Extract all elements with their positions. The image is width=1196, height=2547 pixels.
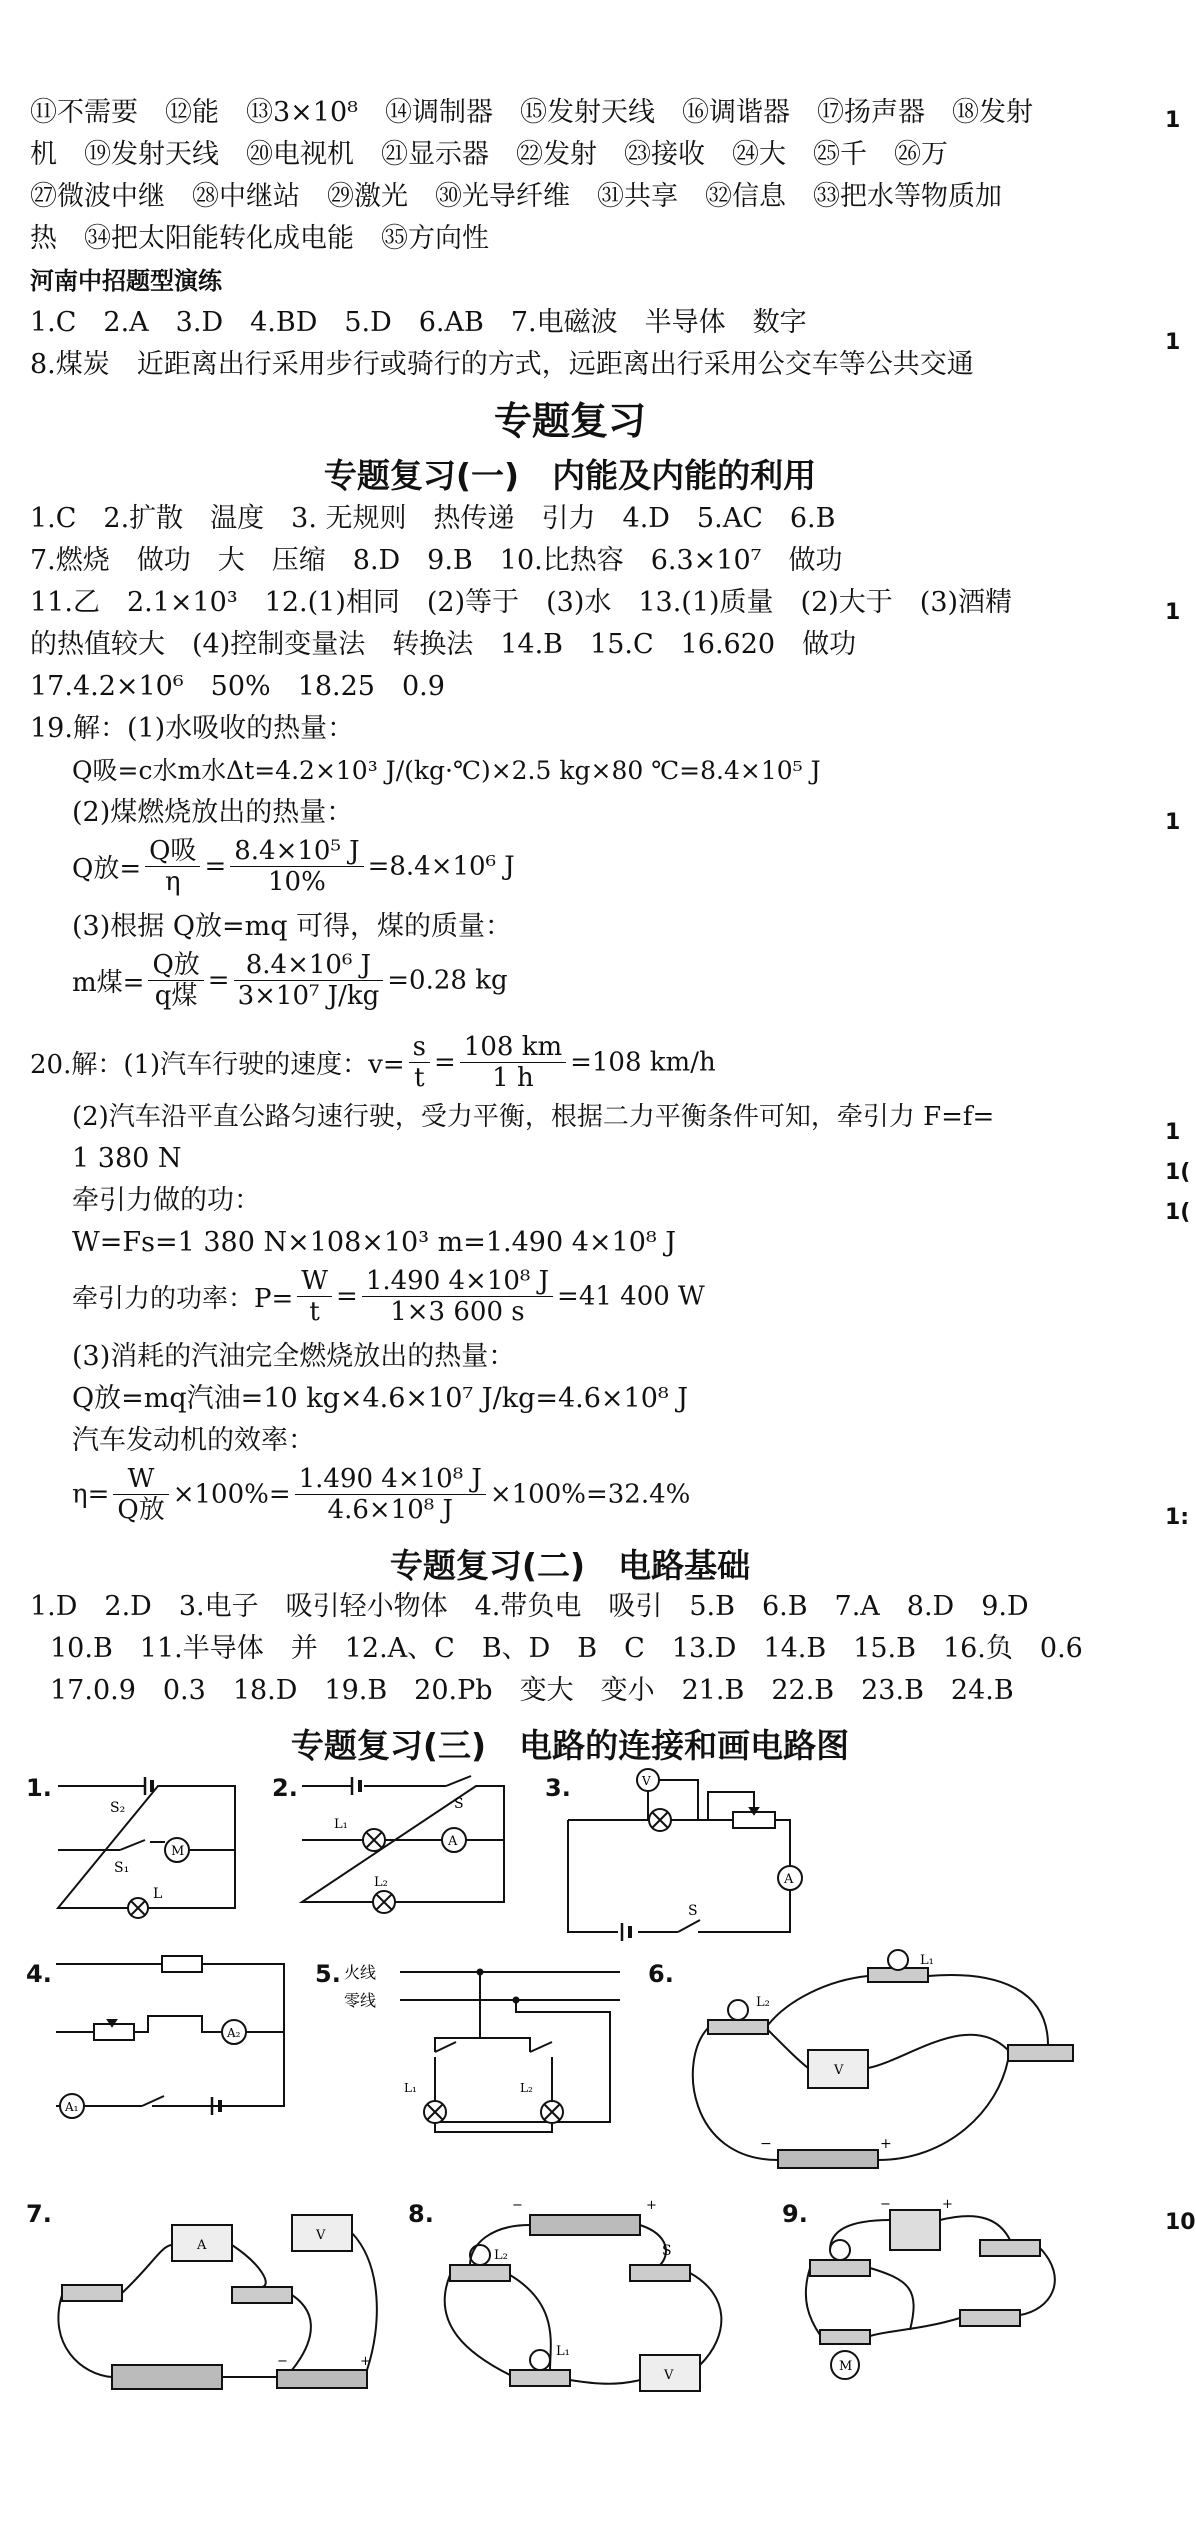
label-motor: M xyxy=(171,1844,185,1859)
answer-line: 机 ⑲发射天线 ⑳电视机 ㉑显示器 ㉒发射 ㉓接收 ㉔大 ㉕千 ㉖万 xyxy=(30,139,948,170)
label-l2: L₂ xyxy=(374,1875,388,1890)
figure-number: 5. xyxy=(315,1960,341,1988)
q19-line: 19.解：(1)水吸收的热量： xyxy=(30,713,355,744)
edge-mark: 1( xyxy=(1165,1160,1191,1185)
q20-formula-1: 20.解：(1)汽车行驶的速度：v= $\frac{s}{t}$ = $\frac{108 km}{1 h}$ =108 km/h xyxy=(30,1032,716,1093)
answer-line: 1.C 2.扩散 温度 3. 无规则 热传递 引力 4.D 5.AC 6.B xyxy=(30,503,836,534)
edge-mark: 1 xyxy=(1165,810,1181,835)
q20-line: W=Fs=1 380 N×108×10³ m=1.490 4×10⁸ J xyxy=(72,1227,677,1258)
edge-mark: 1( xyxy=(1165,1200,1191,1225)
section-title-review3: 专题复习(三) 电路的连接和画电路图 xyxy=(290,1726,850,1765)
circuit-diagram-3 xyxy=(568,1770,808,1940)
answer-line: 17.0.9 0.3 18.D 19.B 20.Pb 变大 变小 21.B 22.B 23.B 24.B xyxy=(50,1675,1014,1706)
q20-line: 1 380 N xyxy=(72,1143,182,1174)
label-l2: L₂ xyxy=(494,2248,508,2263)
label-a2: A₂ xyxy=(227,2026,241,2040)
q19-line: (3)根据 Q放=mq 可得，煤的质量： xyxy=(72,911,513,942)
label-ammeter: A xyxy=(784,1872,794,1887)
circuit-diagram-4 xyxy=(52,1960,292,2120)
figure-number: 6. xyxy=(648,1960,674,1988)
label-s2: S₂ xyxy=(110,1800,126,1816)
label-ammeter: A xyxy=(197,2238,207,2253)
label-live-wire: 火线 xyxy=(344,1963,377,1982)
figure-number: 8. xyxy=(408,2200,434,2228)
circuit-picture-7 xyxy=(52,2205,402,2405)
section-heading-henan: 河南中招题型演练 xyxy=(30,267,222,295)
edge-mark: 10 xyxy=(1165,2210,1196,2235)
label-plus: + xyxy=(646,2198,657,2213)
figure-number: 7. xyxy=(26,2200,52,2228)
label-voltmeter: V xyxy=(642,1774,651,1788)
label-switch: S xyxy=(688,1903,698,1919)
label-plus: + xyxy=(880,2136,892,2152)
label-a1: A₁ xyxy=(65,2100,79,2114)
figure-number: 2. xyxy=(272,1774,298,1802)
circuit-diagram-2 xyxy=(296,1780,516,1930)
label-plus: + xyxy=(942,2197,953,2212)
label-l1: L₁ xyxy=(404,2081,417,2095)
label-lamp: L xyxy=(153,1886,163,1902)
label-switch: S xyxy=(454,1796,464,1812)
label-ammeter: A xyxy=(448,1834,458,1849)
page-title: 专题复习 xyxy=(493,399,646,443)
answer-line: 17.4.2×10⁶ 50% 18.25 0.9 xyxy=(30,671,445,702)
q19-line: Q吸=c水m水Δt=4.2×10³ J/(kg·℃)×2.5 kg×80 ℃=8.4×10⁵ J xyxy=(72,756,821,785)
q20-line: (3)消耗的汽油完全燃烧放出的热量： xyxy=(72,1341,516,1372)
label-l2: L₂ xyxy=(520,2081,533,2095)
answer-line: 热 ㉞把太阳能转化成电能 ㉟方向性 xyxy=(30,223,489,254)
label-l1: L₁ xyxy=(334,1817,348,1832)
answer-line: 10.B 11.半导体 并 12.A、C B、D B C 13.D 14.B 15.B 16.负 0.6 xyxy=(50,1633,1083,1664)
answer-line: 1.C 2.A 3.D 4.BD 5.D 6.AB 7.电磁波 半导体 数字 xyxy=(30,307,807,338)
label-minus: − xyxy=(277,2354,288,2369)
section-title-review2: 专题复习(二) 电路基础 xyxy=(389,1546,751,1585)
label-minus: − xyxy=(760,2136,772,2152)
q20-line: 汽车发动机的效率： xyxy=(72,1425,315,1456)
label-voltmeter: V xyxy=(664,2368,674,2383)
circuit-picture-6 xyxy=(668,1950,1108,2190)
label-switch: S xyxy=(662,2243,672,2259)
q20-line: 牵引力做的功： xyxy=(72,1185,261,1216)
figure-number: 4. xyxy=(26,1960,52,1988)
q19-formula-2: m煤= $\frac{\text{Q放}}{\text{q煤}}$ = $\frac{\text{8.4×10⁶ J}}{\text{3×10⁷ J/kg}}$ =0.28 kg xyxy=(72,950,508,1011)
label-voltmeter: V xyxy=(834,2063,844,2078)
q20-line: (2)汽车沿平直公路匀速行驶，受力平衡，根据二力平衡条件可知，牵引力 F=f= xyxy=(72,1102,995,1132)
q20-line: Q放=mq汽油=10 kg×4.6×10⁷ J/kg=4.6×10⁸ J xyxy=(72,1383,689,1414)
circuit-picture-8 xyxy=(430,2195,780,2415)
q19-line: (2)煤燃烧放出的热量： xyxy=(72,797,354,828)
q20-formula-2: 牵引力的功率：P= $\frac{W}{t}$ = $\frac{\text{1.490 4×10⁸ J}}{1\times 3 600 s}$ =41 400 W xyxy=(72,1266,705,1327)
answer-line: ⑪不需要 ⑫能 ⑬3×10⁸ ⑭调制器 ⑮发射天线 ⑯调谐器 ⑰扬声器 ⑱发射 xyxy=(30,97,1033,128)
figure-number: 9. xyxy=(782,2200,808,2228)
edge-mark: 1: xyxy=(1165,1505,1190,1530)
label-l1: L₁ xyxy=(556,2344,570,2359)
label-l1: L₁ xyxy=(920,1953,934,1968)
q19-formula-1: Q放= $\frac{\text{Q吸}}{\eta}$ = $\frac{\text{8.4×10⁵ J}}{10\%}$ =8.4×10⁶ J xyxy=(72,836,515,897)
label-minus: − xyxy=(880,2197,891,2212)
edge-mark: 1 xyxy=(1165,108,1181,133)
figure-number: 3. xyxy=(545,1774,571,1802)
answer-line: 的热值较大 (4)控制变量法 转换法 14.B 15.C 16.620 做功 xyxy=(30,629,857,660)
label-plus: + xyxy=(360,2354,371,2369)
answer-line: 7.燃烧 做功 大 压缩 8.D 9.B 10.比热容 6.3×10⁷ 做功 xyxy=(30,545,843,576)
label-s1: S₁ xyxy=(114,1860,130,1876)
circuit-picture-9 xyxy=(800,2197,1130,2420)
q20-formula-3: η= $\frac{W}{\text{Q放}}$ ×100%= $\frac{\text{1.490 4×10⁸ J}}{\text{4.6×10⁸ J}}$ ×100%=32.4% xyxy=(72,1464,691,1525)
answer-line: 11.乙 2.1×10³ 12.(1)相同 (2)等于 (3)水 13.(1)质量 (2)大于 (3)酒精 xyxy=(30,587,1013,618)
section-title-review1: 专题复习(一) 内能及内能的利用 xyxy=(323,456,817,495)
figure-number: 1. xyxy=(26,1774,52,1802)
edge-mark: 1 xyxy=(1165,330,1181,355)
answer-line: 1.D 2.D 3.电子 吸引轻小物体 4.带负电 吸引 5.B 6.B 7.A 8.D 9.D xyxy=(30,1591,1029,1622)
edge-mark: 1 xyxy=(1165,600,1181,625)
edge-mark: 1 xyxy=(1165,1120,1181,1145)
circuit-diagram-1 xyxy=(50,1780,250,1930)
label-l2: L₂ xyxy=(756,1995,770,2010)
label-voltmeter: V xyxy=(316,2228,326,2243)
label-neutral-wire: 零线 xyxy=(344,1991,377,2010)
label-minus: − xyxy=(512,2198,523,2213)
circuit-diagram-5 xyxy=(340,1962,620,2147)
answer-line: 8.煤炭 近距离出行采用步行或骑行的方式，远距离出行采用公交车等公共交通 xyxy=(30,349,974,380)
answer-line: ㉗微波中继 ㉘中继站 ㉙激光 ㉚光导纤维 ㉛共享 ㉜信息 ㉝把水等物质加 xyxy=(30,181,1002,212)
label-motor: M xyxy=(839,2359,853,2374)
